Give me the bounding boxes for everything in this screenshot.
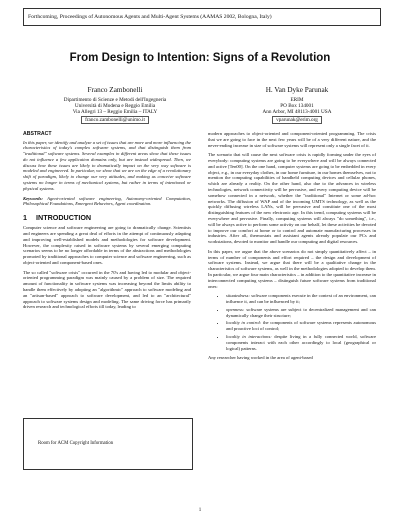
section-title: INTRODUCTION [36,213,92,223]
paper-title: From Design to Intention: Signs of a Revolution [69,52,331,64]
author-address-line: Ann Arbor, MI 48113-4001 USA [262,109,332,116]
right-column [208,131,376,365]
author-name: Franco Zambonelli [87,86,143,94]
author-affiliation-line: Dipartimento di Scienze e Metodi dell'Ingegneria [63,96,167,103]
author-block-2 [222,86,372,124]
body-paragraph: The so called "software crisis" occurred in the 70's and having led to modular and object-oriented programming paradigm was mainly caused by a problem of size. The required amount of functionality in software systems was increasing beyond the limits ability to handle them effectively by adopting an "algorithmic" approach to software modeling and an "artisan-based" approach to software development, and led to an "architectural" approach to software systems design and modeling. The same driving force has primarily driven research and technological efforts till today, leading to [23,269,191,310]
list-term: openness: [226,306,245,312]
body-paragraph: In this paper, we argue that the above scenarios do not simply quantitatively affect – in terms of number of components and effort required – the design and development of software systems. Instead, we argue that there will be a qualitative change in the characteristics of software systems, as well in the methodologies adopted to develop them. In particular, we argue four main characteristics – in addition to the quantitative increase in interconnected computing systems – distinguish future software systems from traditional ones: [208,248,376,289]
author-affiliation-line: PO Box 134001 [280,103,314,110]
list-term: locality in control: [226,320,262,326]
forthcoming-banner: Forthcoming, Proceedings of Autonomous Agents and Multi-Agent Systems (AAMAS 2002, Bologna, Italy) [23,8,381,26]
body-paragraph: Any researcher having worked in the area of agent-based [208,355,313,361]
author-block-1 [40,86,190,124]
list-item [226,307,376,319]
characteristics-list [208,293,376,351]
left-column [23,131,191,314]
author-affiliation-line: Università di Modena e Reggio Emilia [74,103,156,110]
author-name: H. Van Dyke Parunak [265,86,329,94]
list-text: the components of software systems represents autonomous and proactive loci of control; [226,320,376,332]
list-item [226,293,376,305]
author-address-line: Via Allegri 13 – Reggio Emilia – ITALY [72,109,158,116]
section-number: 1 [23,213,27,223]
author-affiliation-line: ERIM [290,96,304,103]
copyright-box-text: Room for ACM Copyright Information [38,441,114,446]
keywords-text: Agent-oriented software engineering, Autonomy-oriented Computation, Philosophical Foundations, Emergent Behaviors, Agent coordination. [23,195,191,207]
author-email[interactable]: vparunak@erim.org [272,116,322,124]
page-number: 1 [198,508,202,513]
list-text: software systems are subject to decentralized management and can dynamically change their structure; [226,306,376,318]
abstract-text: In this paper, we identify and analyze a set of issues that are more and more influencing the characteristics of today's complex software systems, and that distinguish them from "traditional" software systems. Several examples in different areas show that these issues do not influence a few application domains only, but are instead widespread. Then, we discuss how these issues are likely to dramatically impact on the very way software is modeled and engineered. In particular, we show that we are on the edge of a revolutionary shift of paradigm, likely to change our very attitudes, and making us conceive software systems no longer in terms of mechanical systems, but rather in terms of intentional or physical systems. [23,139,191,191]
list-item [226,320,376,332]
keywords [23,196,191,208]
body-paragraph: Computer science and software engineering are going to dramatically change. Scientists and engineers are spending a great deal of efforts in the attempt of continuously adapting and improving well-established models and methodologies for software development. However, the complexity raised in software systems by several emerging computing scenarios seems to be no longer affordable in terms of the abstractions and methodologies promoted by traditional approaches to computer science and software engineering, such as object-oriented and component-based ones. [23,225,191,265]
list-term: situatedness: [226,293,250,299]
author-email[interactable]: franco.zambonelli@unimo.it [81,116,149,124]
list-text: despite living in a fully connected world, software components interact with each other accordingly to local (geographical or logical) patterns. [226,334,376,351]
list-text: software components execute in the context of an environment, can influence it, and can be influenced by it; [226,293,376,305]
list-term: locality in interactions: [226,334,272,339]
body-paragraph: The scenario that will cause the next software crisis is rapidly forming under the eyes of everybody: computing systems are going to be everywhere and will be always connected and active [Ten00]. On the one hand, computer systems are going to be embedded in every object, e.g., in our everyday clothes, in our home furniture, in our homes themselves, not to mention the computing capabilities of handheld computing devices and cellular phones, which are already a reality. On the other hand, also due to the advances in wireless technologies, network connectivity will be pervasive, and every computing device will be somehow connected in a network, whether the "traditional" Internet or some ad-hoc networks. The diffusion of WAP and of the incoming UMTS technology, as well as the quickly diffusing wireless LANs, will be pervasive and constitute one of the most distinguishing features of the new electronic age. In this trend, computing systems will be everywhere and pervasive. Finally, computing systems will always "do something", i.e., will be always active to perform some activity on our behalf, let these activities be devoted to improve our comfort at home or to control and automate manufacturing processes in industries. After all, thermostats and assistant agents already populate our PCs and workstations, devoted to monitor and handle our computing and digital resources. [208,152,376,245]
body-paragraph: modern approaches to object-oriented and component-oriented programming. The crisis that we are going to face in the next few years will be of a very different nature, and the never-ending increase in size of software systems will represent only a single facet of it. [208,131,376,148]
abstract-heading: ABSTRACT [23,131,52,137]
copyright-box [23,418,193,470]
section-heading [23,213,191,222]
list-item [226,334,376,351]
keywords-label: Keywords: [23,195,43,201]
